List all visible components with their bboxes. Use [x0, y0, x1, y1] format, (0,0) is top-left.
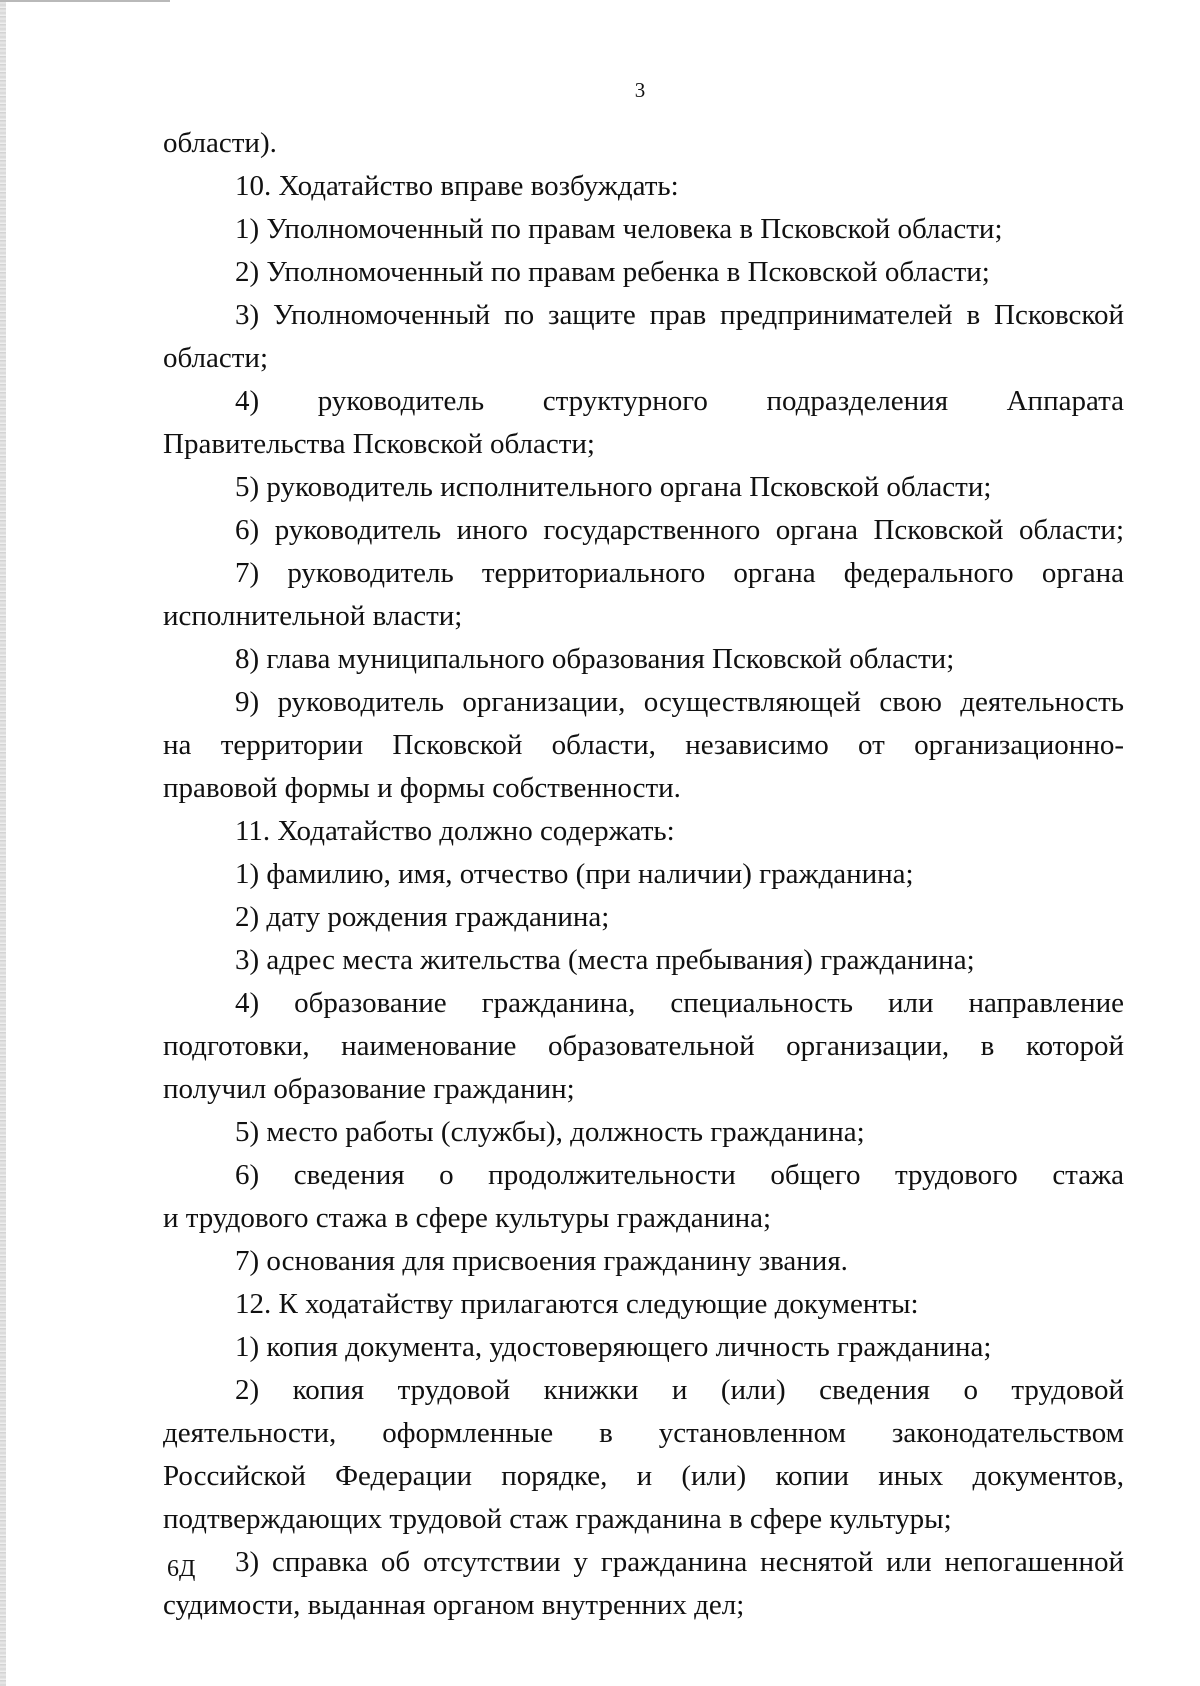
page-number: 3: [634, 78, 646, 102]
document-body: [163, 122, 1124, 1627]
text-line: 1) Уполномоченный по правам человека в Псковской области;: [235, 213, 1003, 245]
text-line: 2) дату рождения гражданина;: [235, 901, 610, 933]
text-line: 3) адрес места жительства (места пребывания) гражданина;: [235, 944, 975, 976]
text-line: 3) справка об отсутствии у гражданина неснятой или непогашенной: [235, 1546, 1124, 1578]
text-line: 4) образование гражданина, специальность или направление: [235, 987, 1124, 1019]
text-line: на территории Псковской области, независимо от организационно-: [163, 729, 1124, 761]
text-line: 5) место работы (службы), должность гражданина;: [235, 1116, 865, 1148]
text-line: 5) руководитель исполнительного органа Псковской области;: [235, 471, 992, 503]
text-line: 1) копия документа, удостоверяющего личность гражданина;: [235, 1331, 992, 1363]
text-line: 8) глава муниципального образования Псковской области;: [235, 643, 955, 675]
text-line: и трудового стажа в сфере культуры гражданина;: [163, 1202, 772, 1234]
text-line: 10. Ходатайство вправе возбуждать:: [235, 170, 679, 202]
text-line: судимости, выданная органом внутренних дел;: [163, 1589, 745, 1621]
text-line: 3) Уполномоченный по защите прав предпринимателей в Псковской: [235, 299, 1124, 331]
text-line: деятельности, оформленные в установленном законодательством: [163, 1417, 1124, 1449]
text-line: 2) копия трудовой книжки и (или) сведения о трудовой: [235, 1374, 1124, 1406]
text-line: 7) руководитель территориального органа федерального органа: [235, 557, 1124, 589]
text-line: 12. К ходатайству прилагаются следующие документы:: [235, 1288, 919, 1320]
text-line: Российской Федерации порядке, и (или) копии иных документов,: [163, 1460, 1124, 1492]
text-line: 6) сведения о продолжительности общего трудового стажа: [235, 1159, 1124, 1191]
text-line: подготовки, наименование образовательной организации, в которой: [163, 1030, 1124, 1062]
text-line: 11. Ходатайство должно содержать:: [235, 815, 675, 847]
text-line: Правительства Псковской области;: [163, 428, 595, 460]
text-line: исполнительной власти;: [163, 600, 463, 632]
text-line: подтверждающих трудовой стаж гражданина в сфере культуры;: [163, 1503, 952, 1535]
text-line: области).: [163, 127, 277, 159]
text-line: 1) фамилию, имя, отчество (при наличии) гражданина;: [235, 858, 914, 890]
footer-code: 6Д: [167, 1556, 196, 1582]
text-line: правовой формы и формы собственности.: [163, 772, 681, 804]
text-line: 4) руководитель структурного подразделения Аппарата: [235, 385, 1124, 417]
text-line: получил образование гражданин;: [163, 1073, 575, 1105]
scan-edge: [0, 0, 6, 1686]
text-line: области;: [163, 342, 268, 374]
text-line: 7) основания для присвоения гражданину звания.: [235, 1245, 848, 1277]
text-line: 2) Уполномоченный по правам ребенка в Псковской области;: [235, 256, 990, 288]
text-line: 6) руководитель иного государственного органа Псковской области;: [235, 514, 1124, 546]
top-rule: [0, 0, 170, 2]
text-line: 9) руководитель организации, осуществляющей свою деятельность: [235, 686, 1124, 718]
